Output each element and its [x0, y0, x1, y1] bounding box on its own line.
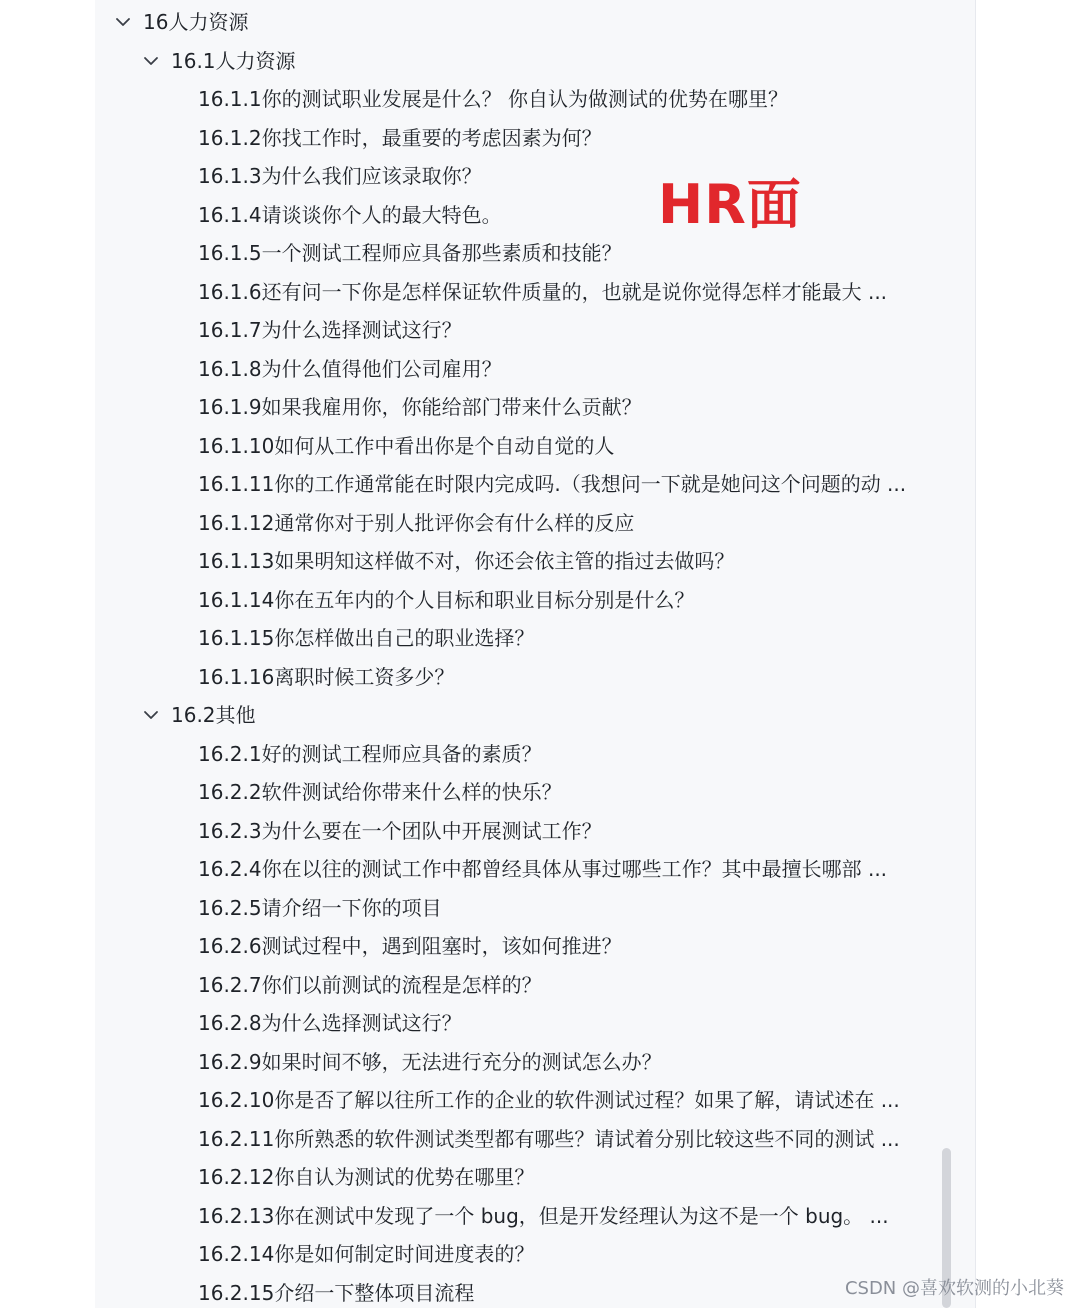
- outline-item-label: 16.1.1你的测试职业发展是什么？ 你自认为做测试的优势在哪里？: [198, 87, 788, 111]
- outline-item[interactable]: [198, 465, 933, 503]
- outline-item[interactable]: [198, 350, 933, 388]
- outline-item-label: 16.1.12通常你对于别人批评你会有什么样的反应: [198, 511, 634, 535]
- outline-item[interactable]: [198, 1197, 933, 1235]
- outline-item-label: 16.2.3为什么要在一个团队中开展测试工作？: [198, 819, 602, 843]
- outline-item[interactable]: [198, 773, 933, 811]
- outline-item-label: 16.2.2软件测试给你带来什么样的快乐？: [198, 780, 562, 804]
- outline-item[interactable]: [198, 273, 933, 311]
- outline-item-label: 16.1.15你怎样做出自己的职业选择？: [198, 626, 534, 650]
- outline-item[interactable]: [198, 427, 933, 465]
- outline-item[interactable]: [198, 196, 933, 234]
- outline-item-label: 16.2.14你是如何制定时间进度表的？: [198, 1242, 534, 1266]
- outline-item-label: 16.2.1好的测试工程师应具备的素质？: [198, 742, 542, 766]
- outline-item[interactable]: [198, 542, 933, 580]
- outline-item[interactable]: [198, 619, 933, 657]
- outline-section[interactable]: [113, 3, 248, 41]
- chevron-down-icon[interactable]: [141, 696, 161, 734]
- outline-item-label: 16.2.5请介绍一下你的项目: [198, 896, 442, 920]
- outline-item[interactable]: [198, 735, 933, 773]
- outline-item-label: 16.1.2你找工作时，最重要的考虑因素为何？: [198, 126, 602, 150]
- outline-group-label: 16.2其他: [171, 703, 256, 727]
- outline-item[interactable]: [198, 1274, 933, 1312]
- outline-item-label: 16.1.5一个测试工程师应具备那些素质和技能？: [198, 241, 622, 265]
- outline-item[interactable]: [198, 234, 933, 272]
- outline-item-label: 16.1.9如果我雇用你，你能给部门带来什么贡献？: [198, 395, 642, 419]
- outline-item-label: 16.1.7为什么选择测试这行？: [198, 318, 462, 342]
- outline-item-label: 16.2.9如果时间不够，无法进行充分的测试怎么办？: [198, 1050, 662, 1074]
- outline-item-label: 16.1.3为什么我们应该录取你？: [198, 164, 482, 188]
- outline-item[interactable]: [198, 1081, 933, 1119]
- outline-item-label: 16.1.10如何从工作中看出你是个自动自觉的人: [198, 434, 614, 458]
- outline-item[interactable]: [198, 504, 933, 542]
- outline-item-label: 16.1.4请谈谈你个人的最大特色。: [198, 203, 502, 227]
- outline-item[interactable]: [198, 889, 933, 927]
- outline-item-label: 16.2.6测试过程中，遇到阻塞时，该如何推进？: [198, 934, 622, 958]
- outline-item[interactable]: [198, 966, 933, 1004]
- outline-item-label: 16.2.11你所熟悉的软件测试类型都有哪些？请试着分别比较这些不同的测试 ...: [198, 1127, 900, 1151]
- outline-item-label: 16.1.6还有问一下你是怎样保证软件质量的，也就是说你觉得怎样才能最大 ...: [198, 280, 887, 304]
- outline-section-label: 16人力资源: [143, 10, 248, 34]
- outline-item-label: 16.1.13如果明知这样做不对，你还会依主管的指过去做吗？: [198, 549, 734, 573]
- outline-item[interactable]: [198, 850, 933, 888]
- outline-item[interactable]: [198, 1158, 933, 1196]
- outline-item-label: 16.2.8为什么选择测试这行？: [198, 1011, 462, 1035]
- watermark: CSDN @喜欢软测的小北葵: [845, 1274, 1064, 1300]
- outline-item[interactable]: [198, 1120, 933, 1158]
- outline-item[interactable]: [198, 1235, 933, 1273]
- chevron-down-icon[interactable]: [141, 42, 161, 80]
- outline-item[interactable]: [198, 581, 933, 619]
- outline-item[interactable]: [198, 812, 933, 850]
- chevron-down-icon[interactable]: [113, 3, 133, 41]
- hr-annotation: HR面: [658, 162, 802, 239]
- outline-item-label: 16.1.14你在五年内的个人目标和职业目标分别是什么？: [198, 588, 694, 612]
- outline-item-label: 16.2.15介绍一下整体项目流程: [198, 1281, 474, 1305]
- outline-item[interactable]: [198, 157, 933, 195]
- outline-item[interactable]: [198, 1043, 933, 1081]
- outline-item-label: 16.2.12你自认为测试的优势在哪里？: [198, 1165, 534, 1189]
- outline-item-label: 16.1.8为什么值得他们公司雇用？: [198, 357, 502, 381]
- outline-group[interactable]: [141, 42, 296, 80]
- outline-item[interactable]: [198, 311, 933, 349]
- outline-item[interactable]: [198, 80, 933, 118]
- outline-item[interactable]: [198, 388, 933, 426]
- outline-item-label: 16.2.7你们以前测试的流程是怎样的？: [198, 973, 542, 997]
- outline-item-label: 16.2.13你在测试中发现了一个 bug，但是开发经理认为这不是一个 bug。 ...: [198, 1204, 889, 1228]
- outline-item[interactable]: [198, 119, 933, 157]
- outline-group-label: 16.1人力资源: [171, 49, 296, 73]
- outline-item-label: 16.1.16离职时候工资多少？: [198, 665, 454, 689]
- outline-item[interactable]: [198, 927, 933, 965]
- outline-item-label: 16.2.10你是否了解以往所工作的企业的软件测试过程？如果了解，请试述在 ...: [198, 1088, 900, 1112]
- outline-group[interactable]: [141, 696, 256, 734]
- outline-item-label: 16.2.4你在以往的测试工作中都曾经具体从事过哪些工作？其中最擅长哪部 ...: [198, 857, 887, 881]
- outline-item-label: 16.1.11你的工作通常能在时限内完成吗.（我想问一下就是她问这个问题的动 ...: [198, 472, 906, 496]
- outline-item[interactable]: [198, 658, 933, 696]
- outline-item[interactable]: [198, 1004, 933, 1042]
